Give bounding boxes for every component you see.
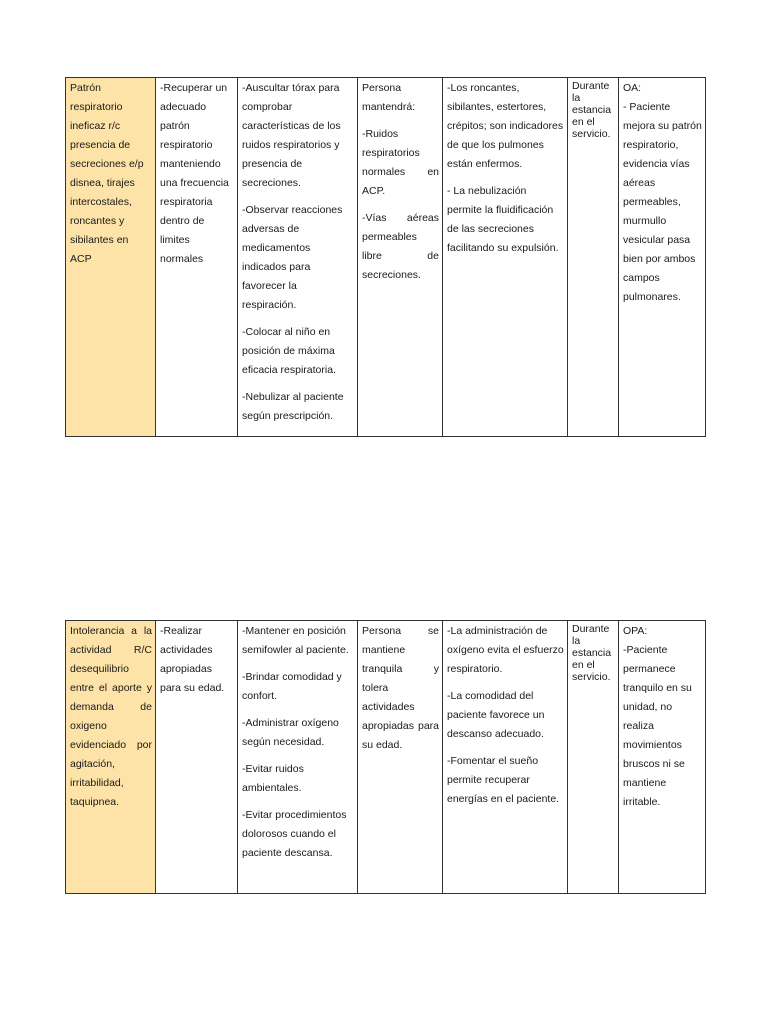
evaluation-cell — [619, 621, 706, 894]
rationale-item: -Fomentar el sueño permite recuperar energías en el paciente. — [447, 755, 560, 805]
rationale-item: -Los roncantes, sibilantes, estertores, crépitos; son indicadores de que los pulmones están enfermos. — [447, 82, 564, 170]
interventions-cell — [238, 78, 358, 437]
expected-result-cell — [358, 78, 443, 437]
intervention-item: -Auscultar tórax para comprobar características de los ruidos respiratorios y presencia de secreciones. — [242, 82, 341, 189]
evaluation-cell — [619, 78, 706, 437]
interventions-cell — [238, 621, 358, 894]
intervention-item: -Colocar al niño en posición de máxima eficacia respiratoria. — [242, 326, 336, 376]
rationale-cell — [443, 78, 568, 437]
intervention-item: -Mantener en posición semifowler al paciente. — [242, 625, 349, 656]
table-row — [66, 78, 706, 437]
diagnosis-cell: Intolerancia a la actividad R/C desequilibrio entre el aporte y demanda de oxigeno evidenciado por agitación, irritabilidad, taquipnea. — [66, 621, 156, 894]
timing-cell: Durante la estancia en el servicio. — [568, 621, 619, 894]
rationale-item: - La nebulización permite la fluidificación de las secreciones facilitando su expulsión. — [447, 185, 559, 254]
expected-item: -Ruidos respiratorios normales en ACP. — [362, 128, 439, 197]
intervention-item: -Administrar oxígeno según necesidad. — [242, 717, 339, 748]
expected-item: Persona se mantiene tranquila y tolera actividades apropiadas para su edad. — [362, 625, 439, 751]
timing-cell: Durante la estancia en el servicio. — [568, 78, 619, 437]
intervention-item: -Evitar procedimientos dolorosos cuando el paciente descansa. — [242, 809, 347, 859]
rationale-item: -La comodidad del paciente favorece un descanso adecuado. — [447, 690, 545, 740]
expected-item: -Vías aéreas permeables libre de secreciones. — [362, 212, 439, 281]
intervention-item: -Observar reacciones adversas de medicamentos indicados para favorecer la respiración. — [242, 204, 343, 311]
intervention-item: -Nebulizar al paciente según prescripción. — [242, 391, 344, 422]
diagnosis-cell: Patrón respiratorio ineficaz r/c presencia de secreciones e/p disnea, tirajes intercostales, roncantes y sibilantes en ACP — [66, 78, 156, 437]
evaluation-label: OPA: — [623, 625, 648, 637]
evaluation-text: - Paciente mejora su patrón respiratorio, evidencia vías aéreas permeables, murmullo vesicular pasa bien por ambos campos pulmonares. — [623, 101, 702, 303]
rationale-cell — [443, 621, 568, 894]
table-row — [66, 621, 706, 894]
evaluation-label: OA: — [623, 82, 642, 94]
intervention-item: -Brindar comodidad y confort. — [242, 671, 342, 702]
expected-item: Persona mantendrá: — [362, 82, 416, 113]
care-plan-table-respiratory — [65, 77, 706, 437]
intervention-item: -Evitar ruidos ambientales. — [242, 763, 304, 794]
objective-cell: -Recuperar un adecuado patrón respiratorio manteniendo una frecuencia respiratoria dentro de limites normales — [156, 78, 238, 437]
objective-cell: -Realizar actividades apropiadas para su edad. — [156, 621, 238, 894]
care-plan-table-activity — [65, 620, 706, 894]
rationale-item: -La administración de oxígeno evita el esfuerzo respiratorio. — [447, 625, 564, 675]
expected-result-cell — [358, 621, 443, 894]
evaluation-text: -Paciente permanece tranquilo en su unidad, no realiza movimientos bruscos ni se mantiene irritable. — [623, 644, 692, 808]
